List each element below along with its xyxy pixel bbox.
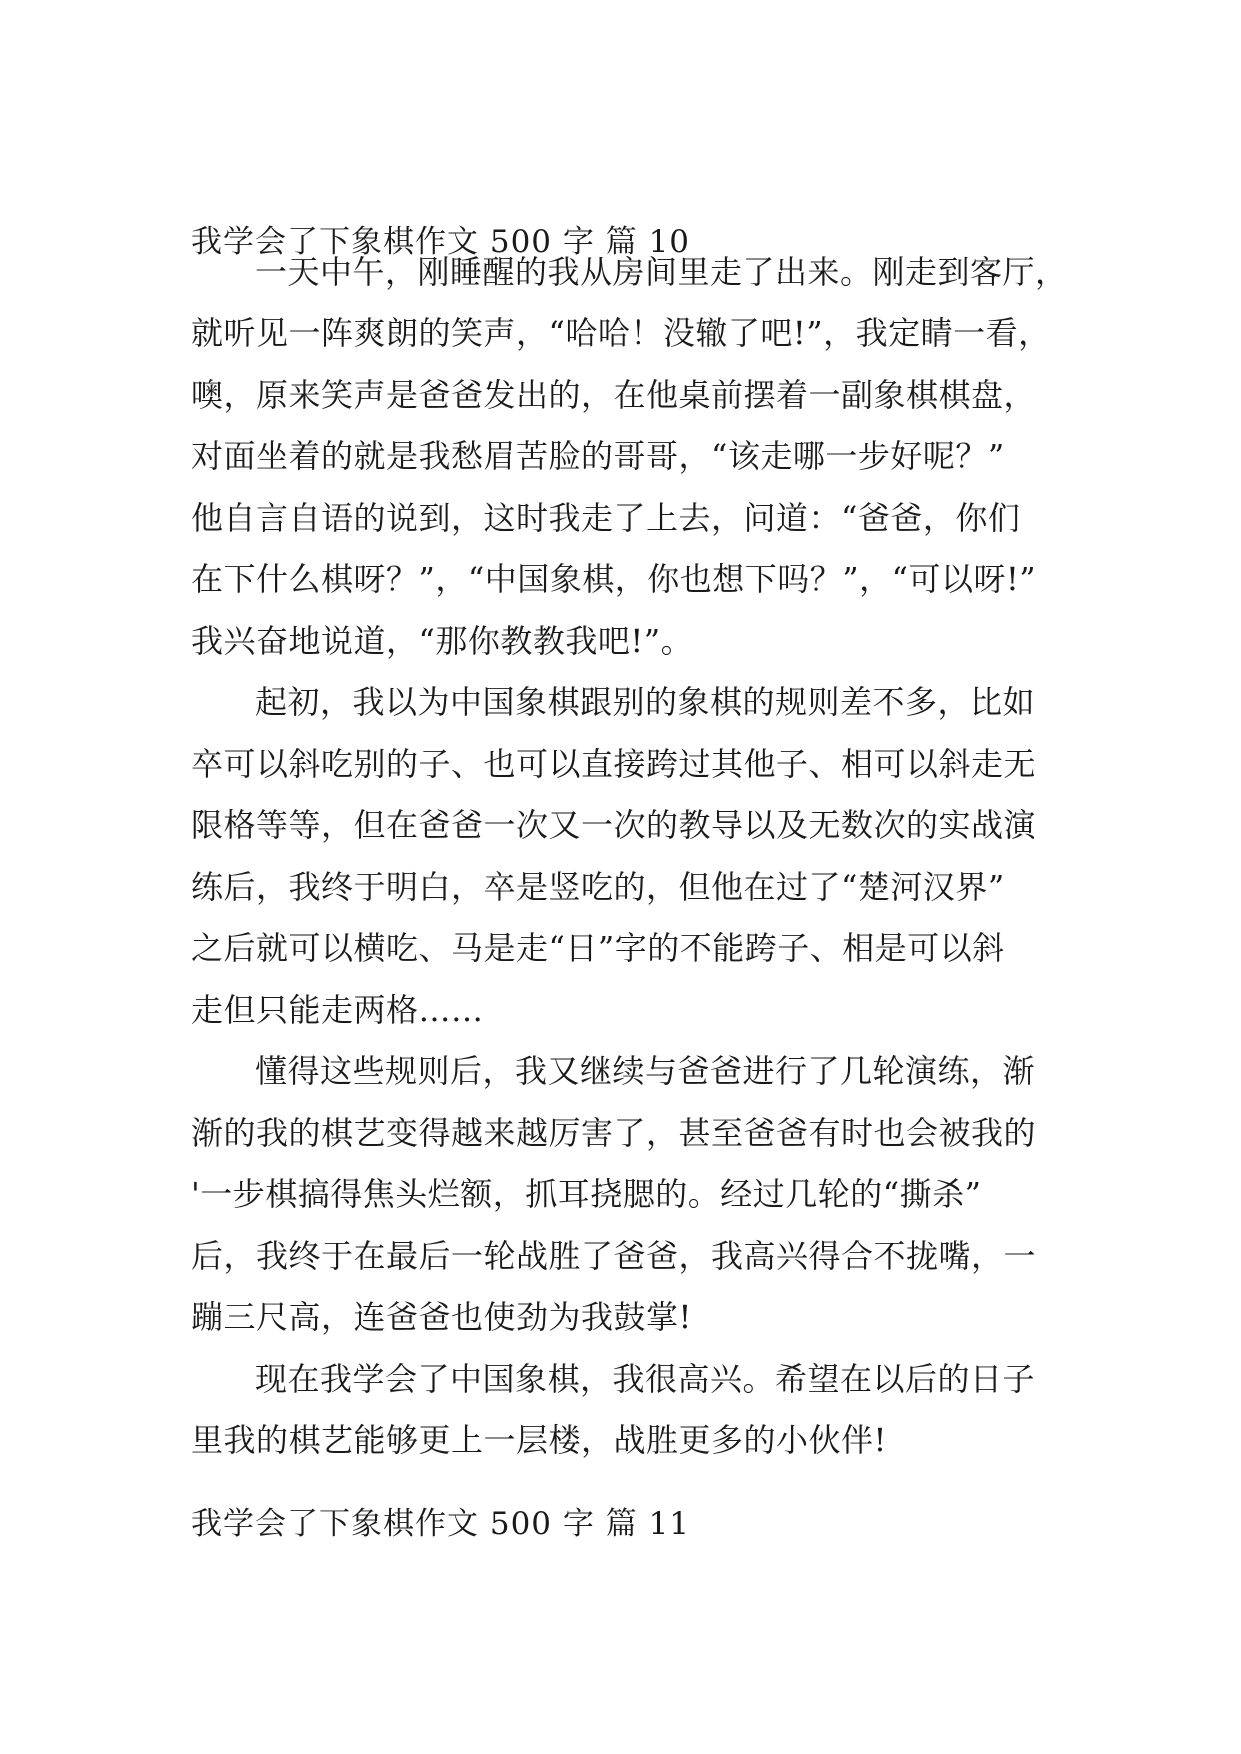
p4-line-1: 现在我学会了中国象棋，我很高兴。希望在以后的日子 xyxy=(255,1360,1036,1398)
p2-line-6: 走但只能走两格…… xyxy=(191,991,484,1029)
p2-line-1: 起初，我以为中国象棋跟别的象棋的规则差不多，比如 xyxy=(255,683,1036,721)
p1-line-3: 噢，原来笑声是爸爸发出的，在他桌前摆着一副象棋棋盘， xyxy=(191,376,1037,414)
p1-line-7: 我兴奋地说道，“那你教教我吧!”。 xyxy=(191,622,694,660)
article-11-title: 我学会了下象棋作文 500 字 篇 11 xyxy=(191,1506,691,1542)
article-10-title: 我学会了下象棋作文 500 字 篇 10 xyxy=(191,224,691,260)
p3-line-1: 懂得这些规则后，我又继续与爸爸进行了几轮演练，渐 xyxy=(255,1052,1036,1090)
p3-line-4: 后，我终于在最后一轮战胜了爸爸，我高兴得合不拢嘴，一 xyxy=(191,1237,1037,1275)
p1-line-4: 对面坐着的就是我愁眉苦脸的哥哥，“该走哪一步好呢？” xyxy=(191,437,1005,475)
p3-line-3: '一步棋搞得焦头烂额，抓耳挠腮的。经过几轮的“撕杀” xyxy=(191,1175,982,1213)
p3-line-5: 蹦三尺高，连爸爸也使劲为我鼓掌! xyxy=(191,1298,692,1336)
p2-line-4: 练后，我终于明白，卒是竖吃的，但他在过了“楚河汉界” xyxy=(191,868,1005,906)
p2-line-2: 卒可以斜吃别的子、也可以直接跨过其他子、相可以斜走无 xyxy=(191,745,1037,783)
p1-line-6: 在下什么棋呀？”，“中国象棋，你也想下吗？”，“可以呀!” xyxy=(191,560,1037,598)
p3-line-2: 渐的我的棋艺变得越来越厉害了，甚至爸爸有时也会被我的 xyxy=(191,1114,1037,1152)
p4-line-2: 里我的棋艺能够更上一层楼，战胜更多的小伙伴! xyxy=(191,1421,887,1459)
p1-line-5: 他自言自语的说到，这时我走了上去，问道：“爸爸，你们 xyxy=(191,499,1021,537)
p1-line-1: 一天中午，刚睡醒的我从房间里走了出来。刚走到客厅， xyxy=(255,253,1068,291)
p2-line-3: 限格等等，但在爸爸一次又一次的教导以及无数次的实战演 xyxy=(191,806,1037,844)
p1-line-2: 就听见一阵爽朗的笑声，“哈哈！没辙了吧!”，我定睛一看， xyxy=(191,314,1051,352)
p2-line-5: 之后就可以横吃、马是走“日”字的不能跨子、相是可以斜 xyxy=(191,929,1005,967)
